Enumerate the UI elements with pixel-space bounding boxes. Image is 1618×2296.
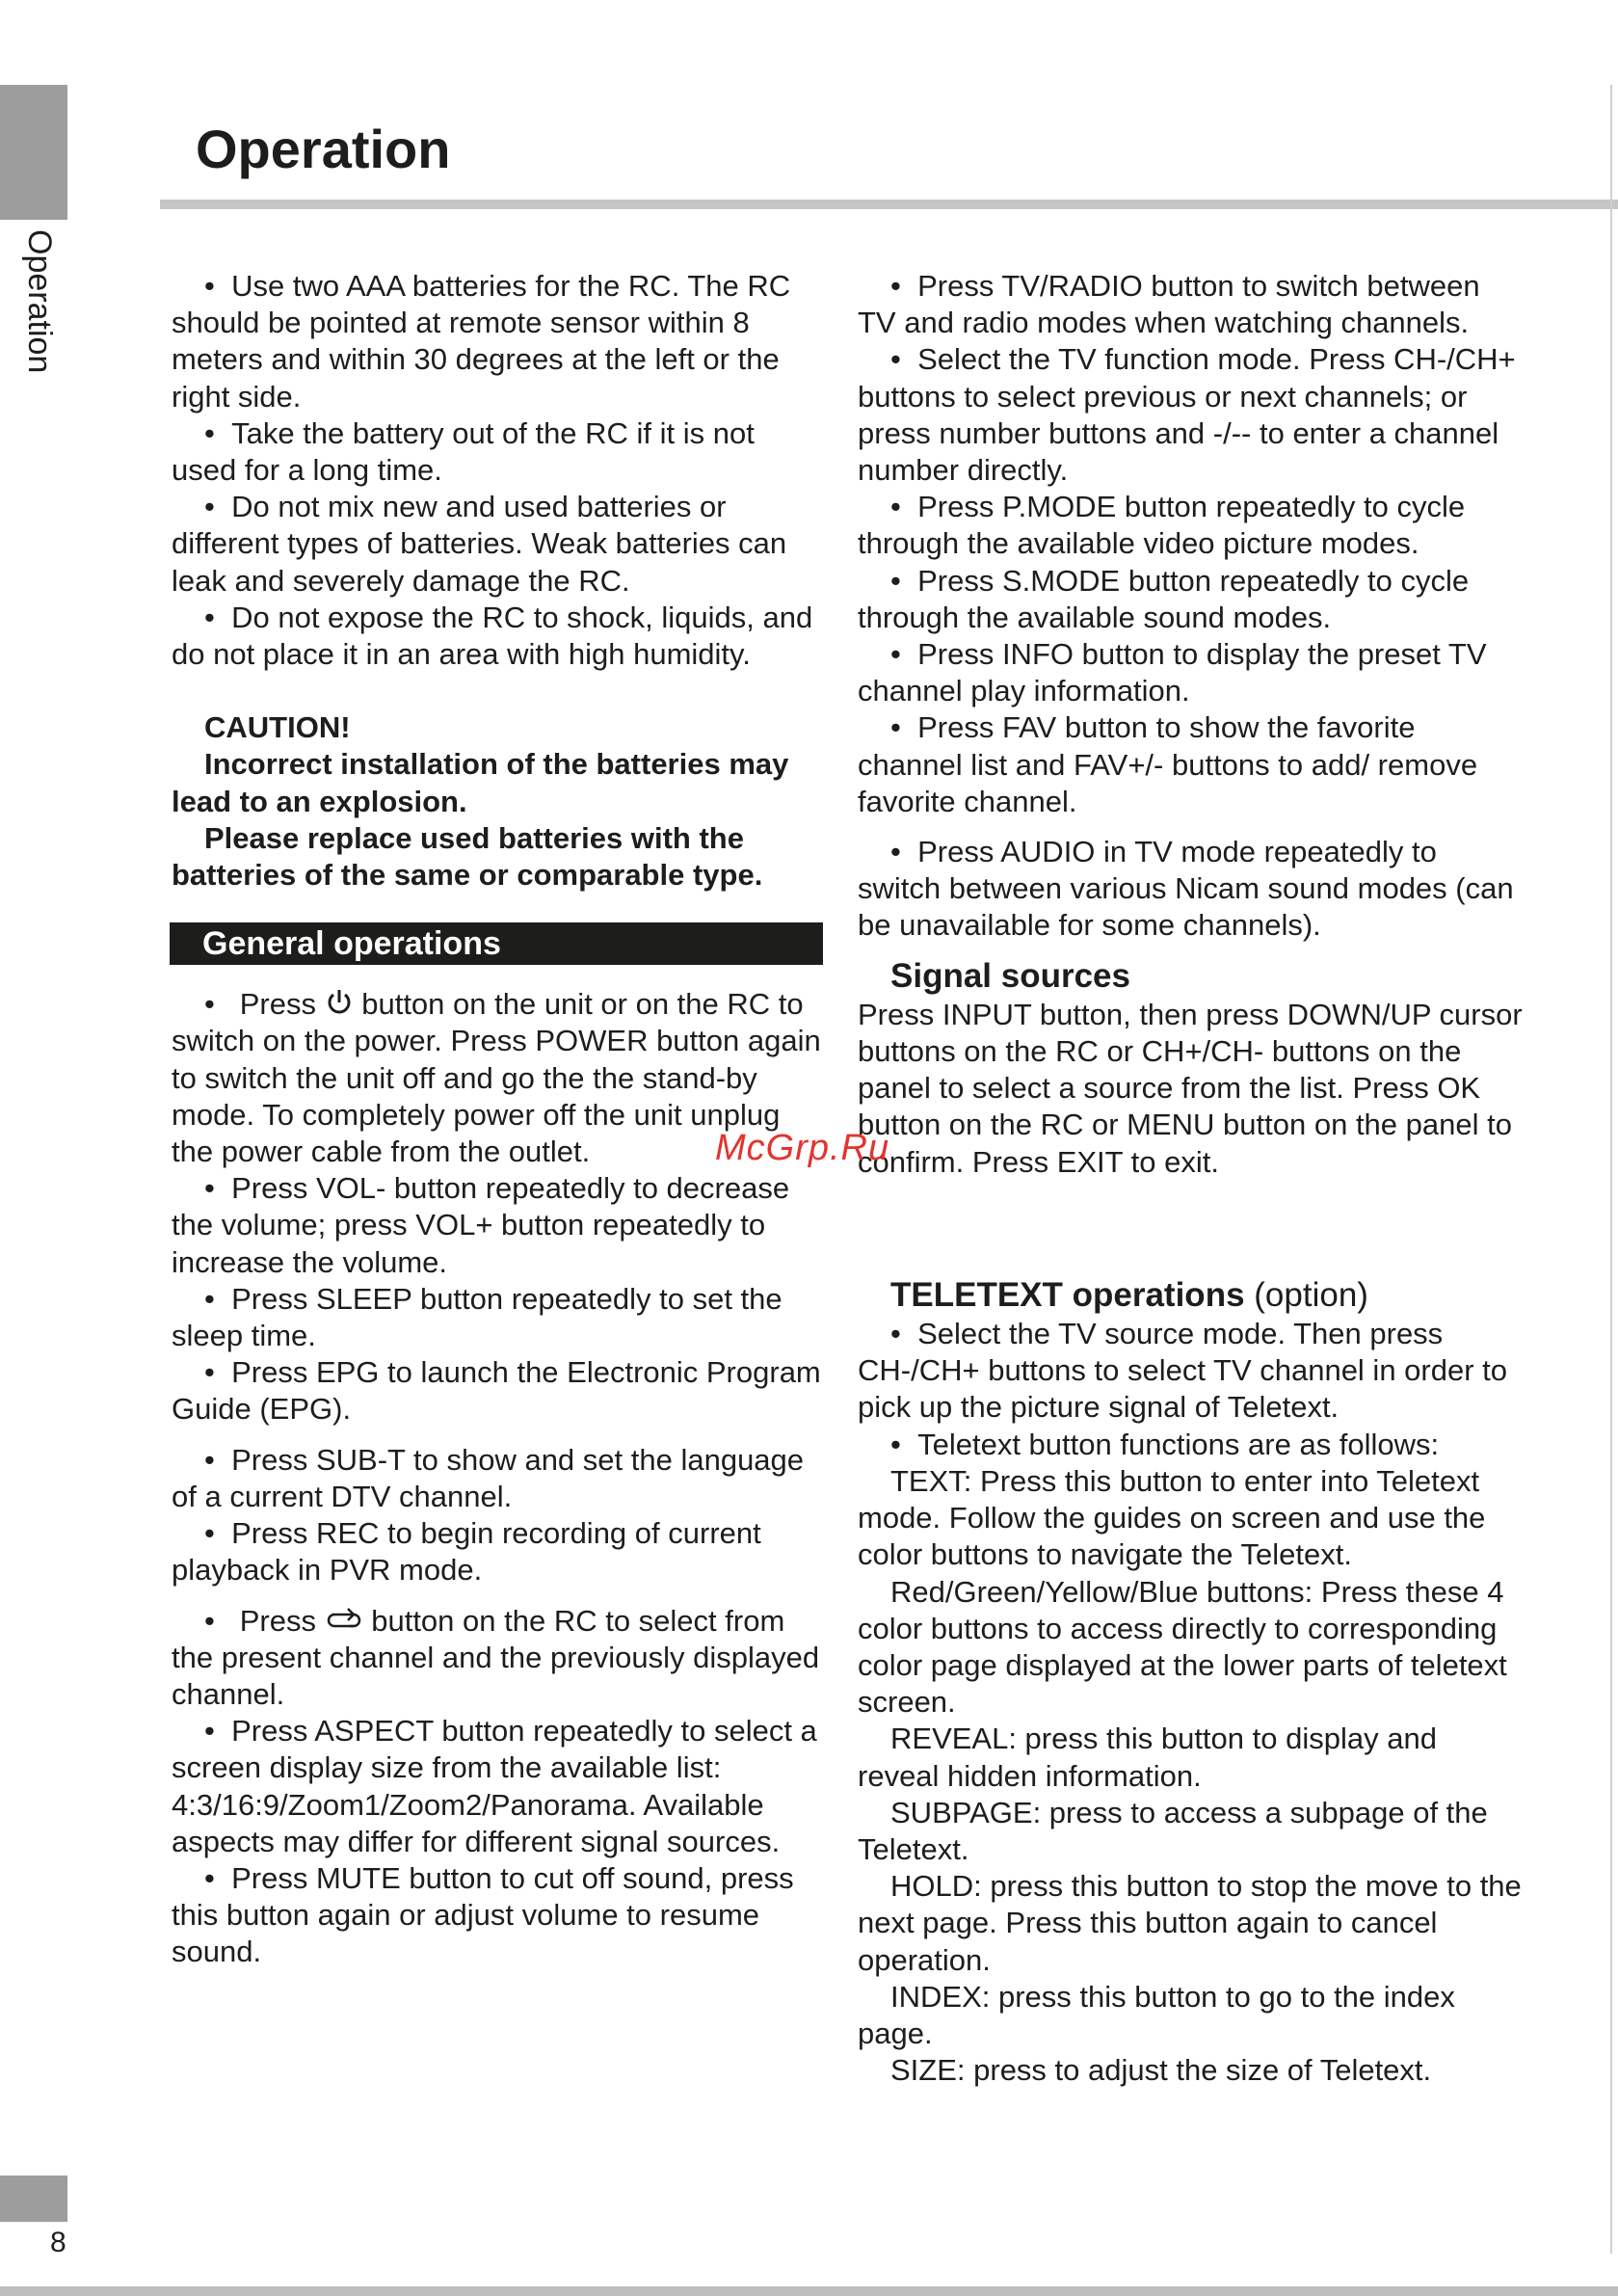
general-item-power: • Press button on the unit or on the RC to switch on the power. Press POWER button again to switch the unit off and go the the stand-by mode. To completely power off the unit unplug the power cable from the outlet. — [172, 986, 823, 1170]
battery-item: • Take the battery out of the RC if it is not used for a long time. — [172, 415, 823, 489]
side-tab-label: Operation — [21, 229, 58, 374]
teletext-function: REVEAL: press this button to display and reveal hidden information. — [858, 1722, 1437, 1793]
general-item: • Press ASPECT button repeatedly to select a screen display size from the available list: 4:3/16:9/Zoom1/Zoom2/Panorama. Available aspects may differ for different signal sources. — [172, 1713, 823, 1860]
signal-sources-text: Press INPUT button, then press DOWN/UP cursor buttons on the RC or CH+/CH- buttons on the panel to select a source from the list. Press OK button on the RC or MENU button on the panel to confirm. Press EXIT to exit. — [858, 997, 1523, 1179]
footer-tab-marker — [0, 2176, 67, 2222]
tv-item: • Press S.MODE button repeatedly to cycle through the available sound modes. — [858, 563, 1523, 636]
left-column — [172, 268, 823, 1971]
general-operations-heading: General operations — [170, 922, 823, 965]
bottom-rule — [0, 2286, 1618, 2296]
signal-sources-heading: Signal sources — [890, 956, 1130, 995]
teletext-function: Red/Green/Yellow/Blue buttons: Press these 4 color buttons to access directly to corresponding color page displayed at the lower parts of teletext screen. — [858, 1574, 1507, 1720]
teletext-function: SIZE: press to adjust the size of Teletext. — [890, 2053, 1432, 2088]
teletext-function: HOLD: press this button to stop the move to the next page. Press this button again to cancel operation. — [858, 1869, 1522, 1977]
power-icon — [325, 988, 354, 1017]
general-item: • Press REC to begin recording of current playback in PVR mode. — [172, 1515, 823, 1589]
tv-item: • Press TV/RADIO button to switch between TV and radio modes when watching channels. — [858, 268, 1523, 341]
watermark: McGrp.Ru — [715, 1128, 890, 1168]
tv-item: • Press FAV button to show the favorite channel list and FAV+/- buttons to add/ remove favorite channel. — [858, 709, 1523, 820]
caution-heading: CAUTION! — [204, 710, 351, 745]
battery-item: • Use two AAA batteries for the RC. The RC should be pointed at remote sensor within 8 meters and within 30 degrees at the left or the right side. — [172, 268, 823, 415]
general-item: • Press VOL- button repeatedly to decrease the volume; press VOL+ button repeatedly to increase the volume. — [172, 1170, 823, 1281]
battery-item: • Do not mix new and used batteries or different types of batteries. Weak batteries can leak and severely damage the RC. — [172, 489, 823, 600]
right-column — [858, 268, 1523, 2089]
general-item: • Press MUTE button to cut off sound, press this button again or adjust volume to resume sound. — [172, 1860, 823, 1971]
teletext-option-note: (option) — [1254, 1275, 1368, 1314]
caution-block — [172, 709, 823, 894]
page-number: 8 — [50, 2227, 66, 2258]
caution-text: Please replace used batteries with the batteries of the same or comparable type. — [172, 820, 763, 893]
general-item: • Press SUB-T to show and set the language of a current DTV channel. — [172, 1442, 823, 1515]
teletext-bullet: • Teletext button functions are as follows: — [858, 1427, 1523, 1463]
teletext-bullet: • Select the TV source mode. Then press CH-/CH+ buttons to select TV channel in order to pick up the picture signal of Teletext. — [858, 1316, 1523, 1427]
general-item-recall: • Press button on the RC to select from the present channel and the previously displayed channel. — [172, 1603, 823, 1714]
page-edge-line — [1610, 85, 1612, 2254]
title-divider — [160, 200, 1618, 209]
teletext-function: SUBPAGE: press to access a subpage of the Teletext. — [858, 1795, 1488, 1866]
general-item: • Press EPG to launch the Electronic Program Guide (EPG). — [172, 1354, 823, 1428]
side-tab-marker — [0, 85, 67, 220]
general-item: • Press SLEEP button repeatedly to set the sleep time. — [172, 1281, 823, 1354]
page-title: Operation — [196, 119, 451, 179]
battery-item: • Do not expose the RC to shock, liquids, and do not place it in an area with high humidity. — [172, 600, 823, 673]
caution-text: Incorrect installation of the batteries may lead to an explosion. — [172, 747, 789, 818]
tv-item: • Press AUDIO in TV mode repeatedly to switch between various Nicam sound modes (can be unavailable for some channels). — [858, 834, 1523, 945]
teletext-heading: TELETEXT operations (option) — [890, 1275, 1368, 1314]
tv-item: • Press P.MODE button repeatedly to cycle through the available video picture modes. — [858, 489, 1523, 562]
teletext-function: INDEX: press this button to go to the index page. — [858, 1979, 1455, 2050]
tv-item: • Press INFO button to display the preset TV channel play information. — [858, 636, 1523, 709]
tv-item: • Select the TV function mode. Press CH-/CH+ buttons to select previous or next channels; or press number buttons and -/-- to enter a channel number directly. — [858, 341, 1523, 489]
teletext-function: TEXT: Press this button to enter into Teletext mode. Follow the guides on screen and use the color buttons to navigate the Teletext. — [858, 1463, 1486, 1572]
recall-icon — [325, 1605, 363, 1634]
